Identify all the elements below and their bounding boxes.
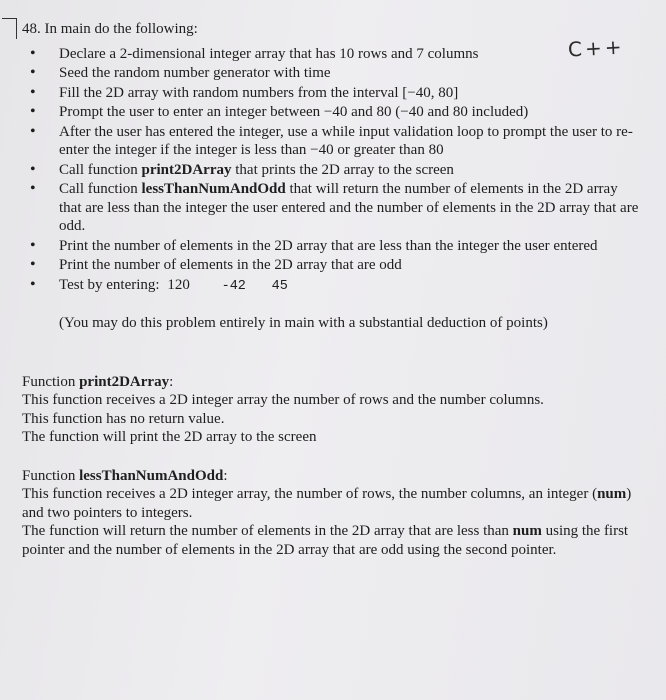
function-description-line: The function will return the number of elements in the 2D array that are less than num using the first pointer and the number of elements in the 2D array that are odd using the second pointer.	[22, 523, 629, 558]
function-print2darray-spec	[22, 373, 642, 447]
function-description-line: This function receives a 2D integer array the number of rows and the number columns.	[22, 392, 544, 408]
function-description-line: This function has no return value.	[22, 410, 225, 427]
requirement-item: • Fill the 2D array with random numbers from the interval [−40, 80]	[22, 84, 642, 103]
test-value: 120	[167, 276, 190, 293]
test-value: -42	[221, 278, 246, 294]
test-value: 45	[271, 278, 288, 294]
question-content	[22, 20, 642, 559]
function-name: print2DArray	[79, 373, 170, 390]
test-label: Test by entering:	[59, 276, 160, 293]
function-description-line: This function receives a 2D integer array, the number of rows, the number columns, an integer (num) and two pointers to integers.	[22, 486, 632, 521]
function-name: lessThanNumAndOdd	[79, 467, 224, 484]
function-heading: Function print2DArray:	[22, 373, 174, 390]
function-lessthannumandodd-spec	[22, 467, 642, 560]
requirements-list	[22, 45, 642, 297]
deduction-note: (You may do this problem entirely in main with a substantial deduction of points)	[59, 315, 548, 331]
question-heading	[22, 20, 642, 39]
function-description-line: The function will print the 2D array to the screen	[22, 429, 317, 445]
requirement-item: • Print the number of elements in the 2D array that are less than the integer the user entered	[22, 237, 642, 256]
requirement-item: • Call function lessThanNumAndOdd that will return the number of elements in the 2D array that are less than the integer the user entered and the number of elements in the 2D array that are odd.	[22, 180, 642, 236]
question-title: In main do the following:	[44, 21, 198, 37]
requirement-item: • Call function print2DArray that prints the 2D array to the screen	[22, 161, 642, 180]
test-instruction	[22, 276, 642, 297]
question-number: 48.	[22, 21, 41, 37]
requirement-item: • Declare a 2-dimensional integer array that has 10 rows and 7 columns	[22, 45, 642, 64]
requirement-item: • Prompt the user to enter an integer between −40 and 80 (−40 and 80 included)	[22, 103, 642, 122]
function-name: print2DArray	[141, 161, 232, 178]
margin-bracket-mark	[2, 18, 17, 39]
requirement-item: • Seed the random number generator with time	[22, 64, 642, 83]
function-name: lessThanNumAndOdd	[141, 181, 286, 197]
requirement-item: • After the user has entered the integer, use a while input validation loop to prompt the user to re-enter the integer if the integer is less than −40 or greater than 80	[22, 123, 642, 160]
function-heading: Function lessThanNumAndOdd:	[22, 467, 228, 484]
requirement-item: • Print the number of elements in the 2D array that are odd	[22, 256, 642, 275]
handwritten-language-note: C++	[567, 34, 626, 62]
